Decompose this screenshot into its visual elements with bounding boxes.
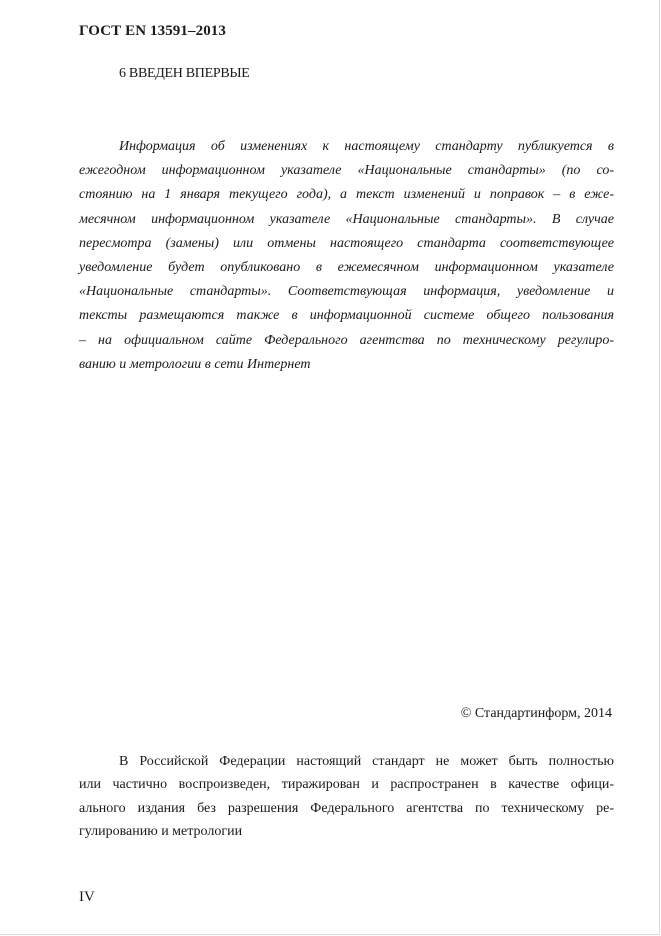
paragraph-line: месячном информационном указателе «Национальные стандарты». В случае (79, 211, 614, 227)
page-number: IV (79, 889, 95, 905)
reproduction-rights-paragraph (79, 750, 614, 844)
paragraph-line: пересмотра (замены) или отмены настоящего стандарта соответствующее (79, 235, 614, 251)
paragraph-line: гулированию и метрологии (79, 824, 243, 840)
paragraph-line: ванию и метрологии в сети Интернет (79, 356, 311, 372)
paragraph-line: уведомление будет опубликовано в ежемесячном информационном указателе (79, 259, 614, 275)
paragraph-line: «Национальные стандарты». Соответствующая информация, уведомление и (79, 284, 614, 300)
paragraph-line: ежегодном информационном указателе «Национальные стандарты» (по со- (79, 163, 614, 179)
paragraph-line: В Российской Федерации настоящий стандарт не может быть полностью (119, 754, 614, 769)
document-code-header: ГОСТ EN 13591–2013 (79, 23, 226, 39)
paragraph-line: тексты размещаются также в информационной системе общего пользования (79, 308, 614, 324)
section-heading: 6 ВВЕДЕН ВПЕРВЫЕ (119, 66, 250, 81)
change-information-paragraph (79, 135, 614, 377)
paragraph-line: ального издания без разрешения Федерального агентства по техническому ре- (79, 800, 614, 816)
paragraph-line: Информация об изменениях к настоящему стандарту публикуется в (119, 139, 614, 154)
paragraph-line: или частично воспроизведен, тиражирован и распространен в качестве офици- (79, 777, 614, 793)
paragraph-line: – на официальном сайте Федерального агентства по техническому регулиро- (79, 332, 614, 348)
paragraph-line: стоянию на 1 января текущего года), а текст изменений и поправок – в ежe- (79, 187, 614, 203)
copyright-notice: © Стандартинформ, 2014 (460, 706, 612, 721)
